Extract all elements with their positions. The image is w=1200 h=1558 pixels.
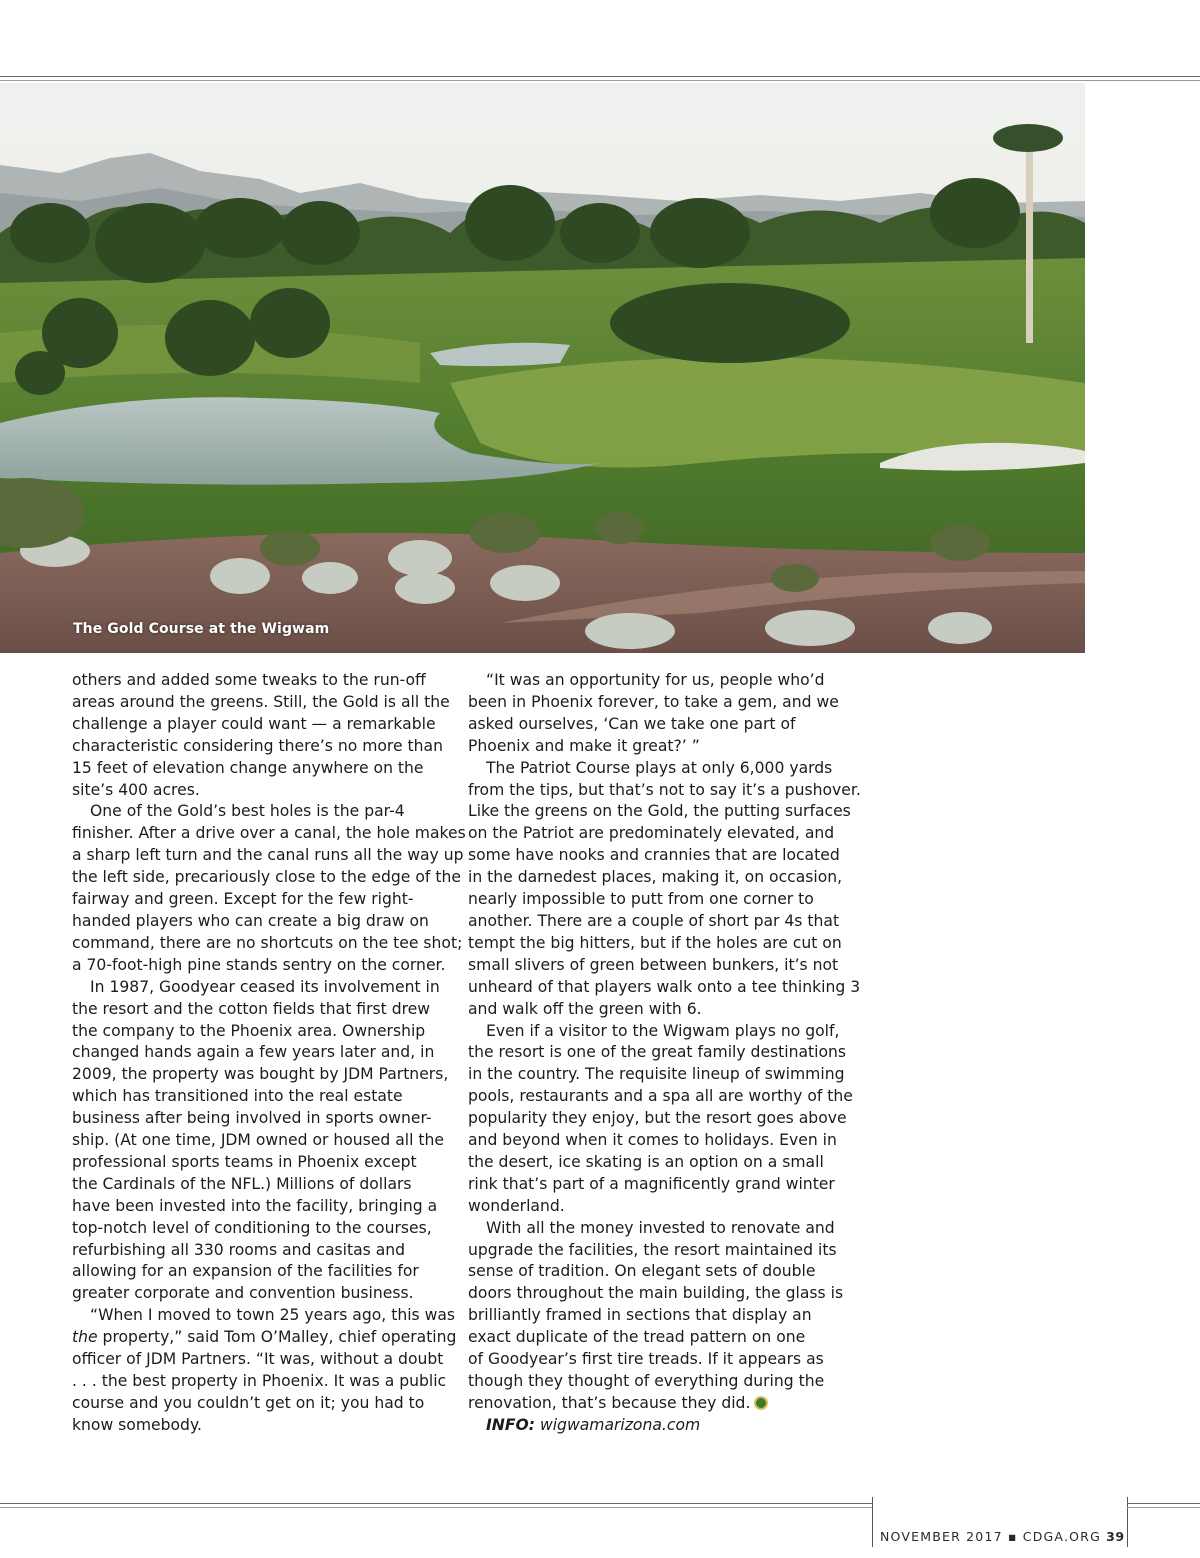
text-line: areas around the greens. Still, the Gold is all the [72,692,450,711]
bottom-rule [0,1503,872,1504]
text-line: ship. (At one time, JDM owned or housed all the [72,1131,445,1150]
text-line: know somebody. [72,1415,202,1434]
footer-folio [872,1529,1125,1547]
text-line: command, there are no shortcuts on the tee shot; [72,933,463,952]
text-line: 2009, the property was bought by JDM Partners, [72,1065,449,1084]
photo-caption: The Gold Course at the Wigwam [73,621,330,637]
text-line: With all the money invested to renovate and [486,1218,835,1237]
text-line: the company to the Phoenix area. Ownership [72,1021,426,1040]
text-line: renovation, that’s because they did. [468,1393,845,1415]
text-line: professional sports teams in Phoenix except [72,1152,417,1171]
text-line: the Cardinals of the NFL.) Millions of dollars [72,1174,412,1193]
text-line: small slivers of green between bunkers, it’s not [468,955,839,974]
text-line: another. There are a couple of short par 4s that [468,911,840,930]
text-line: a sharp left turn and the canal runs all the way up [72,846,464,865]
text-line: site’s 400 acres. [72,780,200,799]
text-line: “When I moved to town 25 years ago, this was [90,1306,456,1325]
cdga-logo-endmark-icon [754,1396,768,1410]
text-line: Like the greens on the Gold, the putting surfaces [468,802,851,821]
text-line: course and you couldn’t get on it; you had to [72,1393,425,1412]
text-line: from the tips, but that’s not to say it’s a pushover. [468,780,861,799]
text-line: others and added some tweaks to the run-off [72,671,426,689]
text-line: a 70-foot-high pine stands sentry on the corner. [72,955,446,974]
info-line [468,1415,845,1437]
text-line: in the country. The requisite lineup of swimming [468,1065,845,1084]
text-line: and walk off the green with 6. [468,999,702,1018]
text-line: upgrade the facilities, the resort maintained its [468,1240,837,1259]
text-line: nearly impossible to putt from one corner to [468,890,814,909]
text-line: Even if a visitor to the Wigwam plays no golf, [486,1021,840,1040]
text-line: challenge a player could want — a remarkable [72,714,436,733]
bottom-rule-right [1127,1503,1200,1504]
top-rule [0,76,1200,77]
page-number: 39 [1106,1529,1125,1544]
text-line: top-notch level of conditioning to the courses, [72,1218,432,1237]
text-line: some have nooks and crannies that are located [468,846,840,865]
text-line: the desert, ice skating is an option on a small [468,1152,824,1171]
footer-divider-right [1127,1497,1128,1547]
text-line: the resort and the cotton fields that first drew [72,999,431,1018]
text-line: on the Patriot are predominately elevated, and [468,824,835,843]
text-line: have been invested into the facility, bringing a [72,1196,438,1215]
text-line: The Patriot Course plays at only 6,000 yards [486,758,833,777]
text-line: of Goodyear’s first tire treads. If it appears as [468,1350,824,1369]
text-line: allowing for an expansion of the facilities for [72,1262,419,1281]
text-line: officer of JDM Partners. “It was, without a doubt [72,1350,444,1369]
text-line: One of the Gold’s best holes is the par-4 [90,802,405,821]
golf-course-photo [0,83,1085,653]
info-link[interactable]: wigwamarizona.com [539,1415,701,1434]
bottom-rule-right-inner [1127,1507,1200,1508]
text-line: 15 feet of elevation change anywhere on the [72,758,424,777]
text-line: finisher. After a drive over a canal, the hole makes [72,824,466,843]
text-line: changed hands again a few years later and, in [72,1043,435,1062]
text-line: greater corporate and convention business. [72,1284,414,1303]
text-line: tempt the big hitters, but if the holes are cut on [468,933,842,952]
footer-separator: ▪ [1007,1529,1018,1544]
article-column-right [468,670,861,1437]
text-line: the left side, precariously close to the edge of the [72,868,461,887]
text-line: and beyond when it comes to holidays. Even in [468,1131,837,1150]
text-line: wonderland. [468,1196,565,1215]
text-line: refurbishing all 330 rooms and casitas and [72,1240,406,1259]
info-label: INFO: [486,1415,535,1434]
text-line: sense of tradition. On elegant sets of double [468,1262,816,1281]
text-line: asked ourselves, ‘Can we take one part of [468,714,796,733]
text-line: business after being involved in sports owner- [72,1109,432,1128]
text-line: been in Phoenix forever, to take a gem, and we [468,692,839,711]
bottom-rule-inner [0,1507,872,1508]
text-line: “It was an opportunity for us, people who’d [486,671,825,689]
text-line: doors throughout the main building, the glass is [468,1284,844,1303]
text-line: in the darnedest places, making it, on occasion, [468,868,843,887]
text-line: pools, restaurants and a spa all are worthy of the [468,1087,853,1106]
text-line: which has transitioned into the real estate [72,1087,403,1106]
text-line: fairway and green. Except for the few right- [72,890,414,909]
top-rule-inner [0,80,1200,81]
text-line: . . . the best property in Phoenix. It was a public [72,1372,447,1390]
text-line: unheard of that players walk onto a tee thinking 3 [468,977,861,996]
text-line: exact duplicate of the tread pattern on one [468,1328,806,1347]
text-line: popularity they enjoy, but the resort goes above [468,1109,847,1128]
text-line: Phoenix and make it great?’ ” [468,736,700,755]
text-line: In 1987, Goodyear ceased its involvement in [90,977,440,996]
text-line: brilliantly framed in sections that display an [468,1306,812,1325]
footer-site: CDGA.ORG [1022,1529,1101,1544]
article-column-left [72,670,466,1437]
text-line: the resort is one of the great family destinations [468,1043,847,1062]
text-line: characteristic considering there’s no more than [72,736,443,755]
text-line: handed players who can create a big draw on [72,911,429,930]
text-line: though they thought of everything during the [468,1372,825,1390]
text-line: the property,” said Tom O’Malley, chief operating [72,1328,457,1347]
text-line: rink that’s part of a magnificently grand winter [468,1174,835,1193]
footer-issue: NOVEMBER 2017 [880,1529,1003,1544]
italic-word: the [72,1328,98,1347]
